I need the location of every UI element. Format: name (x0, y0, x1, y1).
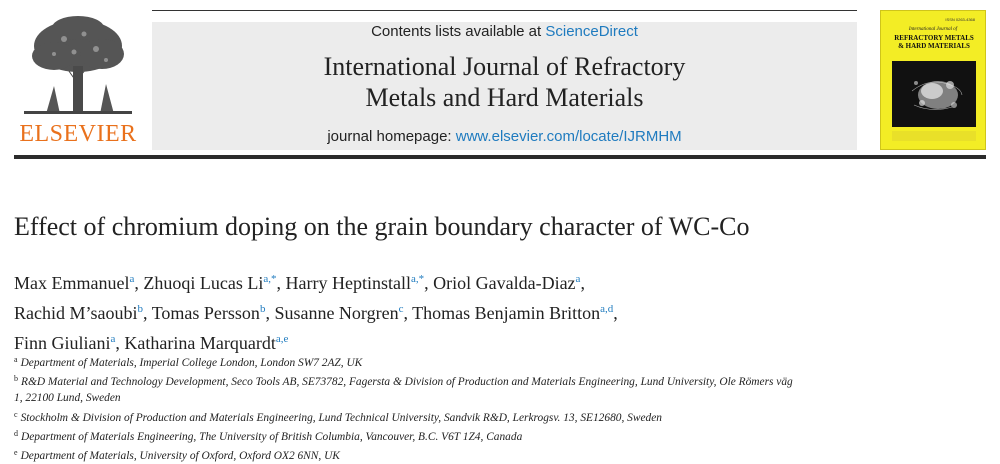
affiliation-mark: b (14, 374, 18, 384)
author-name[interactable]: Susanne Norgren (274, 303, 399, 323)
sciencedirect-link[interactable]: ScienceDirect (545, 23, 638, 40)
affiliation-mark: d (14, 428, 18, 438)
cover-intl-text: International Journal of (908, 27, 958, 32)
author-separator: , (265, 303, 275, 323)
author-name[interactable]: Katharina Marquardt (124, 333, 276, 353)
cover-micrograph-image (892, 61, 976, 127)
affiliation-item (14, 390, 984, 406)
author-name[interactable]: Tomas Persson (151, 303, 260, 323)
elsevier-logo[interactable] (14, 10, 142, 150)
affiliation-text: Department of Materials, Imperial College London, London SW7 2AZ, UK (20, 357, 363, 369)
cover-title-line-2: & HARD MATERIALS (898, 42, 970, 50)
journal-title-line-2: Metals and Hard Materials (365, 83, 644, 112)
author-separator: , (276, 273, 286, 293)
author-name[interactable]: Zhuoqi Lucas Li (143, 273, 264, 293)
journal-banner (152, 22, 857, 150)
affiliation-item (14, 407, 984, 426)
author-affiliation-mark[interactable]: a,* (263, 273, 277, 285)
cover-title-line-1: REFRACTORY METALS (894, 34, 974, 42)
author-line (14, 266, 984, 296)
author-separator: , (580, 273, 585, 293)
cover-title (887, 34, 981, 50)
journal-homepage (152, 128, 857, 145)
author-affiliation-mark[interactable]: b (259, 303, 266, 315)
affiliation-list (14, 352, 984, 464)
header-divider (14, 155, 986, 159)
author-affiliation-mark[interactable]: b (137, 303, 143, 315)
author-list (14, 266, 984, 356)
author-affiliation-mark[interactable]: a (110, 333, 116, 345)
author-name[interactable]: Harry Heptinstall (285, 273, 411, 293)
affiliation-text: Department of Materials Engineering, The University of British Columbia, Vancouver, B.C. V6T 1Z4, Canada (21, 430, 523, 443)
author-affiliation-mark[interactable]: a,* (410, 273, 425, 285)
affiliation-item (14, 352, 984, 371)
article-title: Effect of chromium doping on the grain boundary character of WC-Co (14, 212, 750, 241)
journal-cover-thumbnail[interactable] (880, 10, 986, 150)
affiliation-item (14, 371, 984, 390)
contents-prefix: Contents lists available at (371, 23, 546, 40)
author-name[interactable]: Max Emmanuel (14, 273, 130, 293)
affiliation-item (14, 445, 984, 464)
affiliation-text: Department of Materials, University of Oxford, Oxford OX2 6NN, UK (20, 450, 340, 463)
affiliation-text: Stockholm & Division of Production and Materials Engineering, Lund Technical University, Sandvik R&D, Lerkrogsv. 13, SE12680, Sweden (20, 411, 662, 424)
affiliation-mark: e (14, 448, 18, 458)
author-name[interactable]: Oriol Gavalda-Diaz (433, 273, 576, 293)
cover-bottom-strip (892, 131, 976, 141)
cover-issn: ISSN 0263-4368 (945, 17, 975, 22)
micrograph-icon (892, 61, 976, 127)
author-separator: , (134, 273, 144, 293)
affiliation-text: 1, 22100 Lund, Sweden (14, 392, 121, 405)
author-affiliation-mark[interactable]: a,d (600, 303, 614, 315)
author-name[interactable]: Rachid M’saoubi (14, 303, 138, 323)
author-affiliation-mark[interactable]: a (575, 273, 581, 285)
homepage-link[interactable]: www.elsevier.com/locate/IJRMHM (455, 128, 682, 145)
contents-availability (152, 23, 857, 40)
author-separator: , (115, 333, 125, 353)
author-separator: , (403, 303, 413, 323)
header-top-rule (152, 10, 857, 11)
author-affiliation-mark[interactable]: a (129, 273, 135, 285)
journal-title-line-1: International Journal of Refractory (323, 52, 686, 81)
journal-header (14, 10, 986, 158)
author-affiliation-mark[interactable]: c (398, 303, 404, 315)
author-line (14, 296, 984, 326)
affiliation-item (14, 426, 984, 445)
elsevier-wordmark: ELSEVIER (19, 121, 137, 147)
affiliation-text: R&D Material and Technology Development, Seco Tools AB, SE73782, Fagersta & Division of Production and Materials Engineering, Lund University, Ole Römers väg (21, 376, 793, 389)
author-affiliation-mark[interactable]: a,e (275, 333, 289, 345)
author-separator: , (613, 303, 618, 323)
affiliation-mark: a (14, 355, 18, 364)
author-separator: , (143, 303, 152, 323)
affiliation-mark: c (14, 409, 18, 419)
homepage-prefix: journal homepage: (327, 128, 456, 145)
author-separator: , (424, 273, 434, 293)
elsevier-tree-icon (24, 14, 132, 114)
author-name[interactable]: Thomas Benjamin Britton (412, 303, 601, 323)
journal-title[interactable] (152, 51, 857, 113)
author-name[interactable]: Finn Giuliani (14, 333, 111, 353)
